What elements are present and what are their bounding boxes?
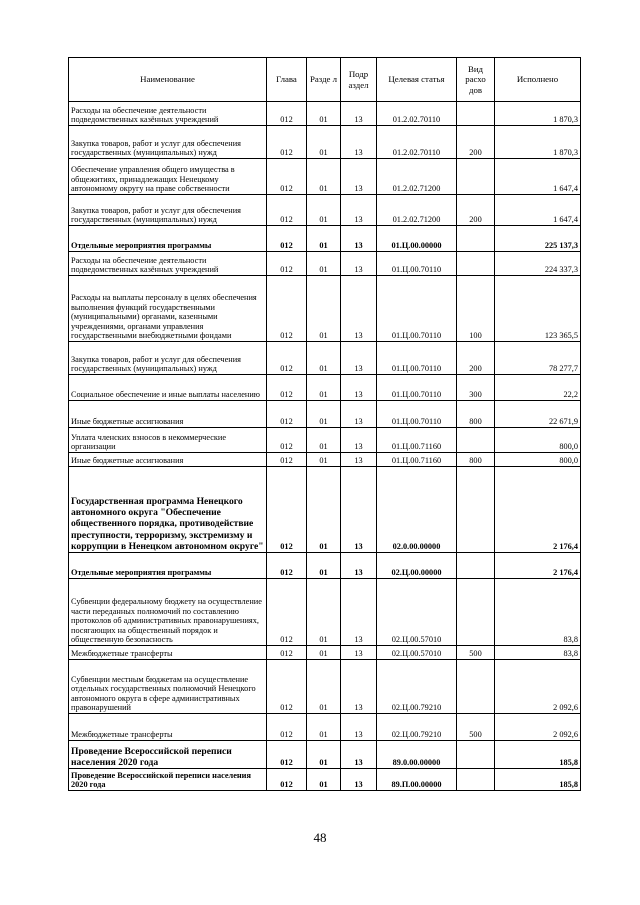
table-row: [69, 276, 581, 342]
cell-name: Проведение Всероссийской переписи населения 2020 года: [69, 741, 267, 769]
cell-razdel: 01: [307, 342, 341, 375]
cell-glava: 012: [267, 226, 307, 252]
cell-done: 2 176,4: [495, 553, 581, 579]
cell-done: 2 176,4: [495, 467, 581, 553]
cell-target: 01.Ц.00.70110: [377, 276, 457, 342]
cell-glava: 012: [267, 579, 307, 646]
cell-vid: [457, 159, 495, 195]
cell-vid: [457, 102, 495, 126]
table-row: [69, 646, 581, 660]
cell-name: Иные бюджетные ассигнования: [69, 453, 267, 467]
cell-name: Расходы на обеспечение деятельности подведомственных казённых учреждений: [69, 252, 267, 276]
cell-glava: 012: [267, 741, 307, 769]
table-row: [69, 453, 581, 467]
cell-name: Отдельные мероприятия программы: [69, 226, 267, 252]
table-row: [69, 401, 581, 428]
cell-done: 185,8: [495, 769, 581, 791]
table-body: [69, 102, 581, 791]
cell-vid: 800: [457, 453, 495, 467]
cell-name: Межбюджетные трансферты: [69, 646, 267, 660]
cell-target: 01.Ц.00.70110: [377, 342, 457, 375]
cell-podrazdel: 13: [341, 714, 377, 741]
cell-done: 2 092,6: [495, 660, 581, 714]
cell-done: 123 365,5: [495, 276, 581, 342]
cell-razdel: 01: [307, 553, 341, 579]
cell-podrazdel: 13: [341, 428, 377, 453]
cell-vid: 200: [457, 126, 495, 159]
cell-razdel: 01: [307, 453, 341, 467]
cell-razdel: 01: [307, 195, 341, 226]
cell-razdel: 01: [307, 102, 341, 126]
cell-podrazdel: 13: [341, 102, 377, 126]
cell-podrazdel: 13: [341, 342, 377, 375]
cell-razdel: 01: [307, 579, 341, 646]
cell-podrazdel: 13: [341, 579, 377, 646]
cell-vid: [457, 579, 495, 646]
cell-podrazdel: 13: [341, 646, 377, 660]
cell-razdel: 01: [307, 252, 341, 276]
header-razdel: Разде л: [307, 58, 341, 102]
table-row: [69, 375, 581, 401]
cell-podrazdel: 13: [341, 276, 377, 342]
cell-name: Обеспечение управления общего имущества в общежитиях, принадлежащих Ненецкому автономному округу на праве собственности: [69, 159, 267, 195]
table-row: [69, 428, 581, 453]
cell-target: 02.Ц.00.00000: [377, 553, 457, 579]
cell-vid: [457, 428, 495, 453]
header-vid: Вид расхо дов: [457, 58, 495, 102]
cell-glava: 012: [267, 428, 307, 453]
cell-vid: 500: [457, 714, 495, 741]
table-row: [69, 226, 581, 252]
cell-glava: 012: [267, 195, 307, 226]
cell-target: 01.2.02.70110: [377, 102, 457, 126]
cell-name: Закупка товаров, работ и услуг для обеспечения государственных (муниципальных) нужд: [69, 195, 267, 226]
cell-name: Субвенции местным бюджетам на осуществление отдельных государственных полномочий Ненецкого автономного округа в сфере административных правонарушений: [69, 660, 267, 714]
cell-done: 1 647,4: [495, 159, 581, 195]
cell-done: 800,0: [495, 428, 581, 453]
cell-done: 225 137,3: [495, 226, 581, 252]
page-number: 48: [313, 830, 327, 845]
cell-done: 22,2: [495, 375, 581, 401]
header-row: [69, 58, 581, 102]
cell-done: 2 092,6: [495, 714, 581, 741]
cell-done: 1 870,3: [495, 126, 581, 159]
cell-target: 01.2.02.71200: [377, 159, 457, 195]
cell-name: Расходы на выплаты персоналу в целях обеспечения выполнения функций государственными (муниципальными) органами, казенными учреждениями, органами управления государственными внебюджетными фондами: [69, 276, 267, 342]
cell-glava: 012: [267, 769, 307, 791]
cell-target: 02.0.00.00000: [377, 467, 457, 553]
cell-podrazdel: 13: [341, 375, 377, 401]
cell-vid: [457, 252, 495, 276]
cell-name: Закупка товаров, работ и услуг для обеспечения государственных (муниципальных) нужд: [69, 342, 267, 375]
cell-vid: 200: [457, 342, 495, 375]
cell-podrazdel: 13: [341, 467, 377, 553]
table-row: [69, 660, 581, 714]
cell-podrazdel: 13: [341, 769, 377, 791]
cell-razdel: 01: [307, 126, 341, 159]
header-glava: Глава: [267, 58, 307, 102]
cell-done: 1 870,3: [495, 102, 581, 126]
cell-target: 01.2.02.70110: [377, 126, 457, 159]
cell-razdel: 01: [307, 741, 341, 769]
cell-done: 78 277,7: [495, 342, 581, 375]
header-podrazdel: Подр аздел: [341, 58, 377, 102]
cell-name: Расходы на обеспечение деятельности подведомственных казённых учреждений: [69, 102, 267, 126]
cell-target: 02.Ц.00.79210: [377, 714, 457, 741]
cell-glava: 012: [267, 467, 307, 553]
table-row: [69, 159, 581, 195]
cell-target: 89.0.00.00000: [377, 741, 457, 769]
cell-target: 02.Ц.00.57010: [377, 646, 457, 660]
cell-vid: 100: [457, 276, 495, 342]
cell-glava: 012: [267, 252, 307, 276]
cell-vid: 200: [457, 195, 495, 226]
cell-podrazdel: 13: [341, 553, 377, 579]
cell-vid: 300: [457, 375, 495, 401]
cell-name: Межбюджетные трансферты: [69, 714, 267, 741]
cell-target: 01.Ц.00.71160: [377, 453, 457, 467]
cell-done: 83,8: [495, 579, 581, 646]
table-row: [69, 252, 581, 276]
cell-name: Субвенции федеральному бюджету на осуществление части переданных полномочий по составлению протоколов об административных правонарушениях, посягающих на общественный порядок и общественную безопасность: [69, 579, 267, 646]
cell-podrazdel: 13: [341, 401, 377, 428]
cell-done: 1 647,4: [495, 195, 581, 226]
header-done: Исполнено: [495, 58, 581, 102]
cell-glava: 012: [267, 714, 307, 741]
table-row: [69, 126, 581, 159]
table-row: [69, 467, 581, 553]
table-row: [69, 769, 581, 791]
table-row: [69, 195, 581, 226]
cell-razdel: 01: [307, 660, 341, 714]
cell-name: Иные бюджетные ассигнования: [69, 401, 267, 428]
table-row: [69, 553, 581, 579]
cell-podrazdel: 13: [341, 195, 377, 226]
header-name: Наименование: [69, 58, 267, 102]
cell-glava: 012: [267, 453, 307, 467]
cell-done: 22 671,9: [495, 401, 581, 428]
cell-razdel: 01: [307, 467, 341, 553]
cell-razdel: 01: [307, 769, 341, 791]
cell-podrazdel: 13: [341, 660, 377, 714]
cell-name: Государственная программа Ненецкого автономного округа "Обеспечение общественного порядка, противодействие преступности, терроризму, экстремизму и коррупции в Ненецком автономном округе": [69, 467, 267, 553]
header-target: Целевая статья: [377, 58, 457, 102]
cell-podrazdel: 13: [341, 252, 377, 276]
cell-name: Отдельные мероприятия программы: [69, 553, 267, 579]
cell-target: 01.Ц.00.70110: [377, 401, 457, 428]
cell-glava: 012: [267, 159, 307, 195]
cell-podrazdel: 13: [341, 159, 377, 195]
cell-name: Закупка товаров, работ и услуг для обеспечения государственных (муниципальных) нужд: [69, 126, 267, 159]
cell-vid: 500: [457, 646, 495, 660]
cell-glava: 012: [267, 401, 307, 428]
cell-razdel: 01: [307, 226, 341, 252]
cell-target: 01.2.02.71200: [377, 195, 457, 226]
cell-glava: 012: [267, 276, 307, 342]
cell-vid: [457, 769, 495, 791]
cell-target: 89.П.00.00000: [377, 769, 457, 791]
cell-name: Уплата членских взносов в некоммерческие организации: [69, 428, 267, 453]
cell-razdel: 01: [307, 428, 341, 453]
cell-target: 02.Ц.00.57010: [377, 579, 457, 646]
cell-podrazdel: 13: [341, 126, 377, 159]
cell-glava: 012: [267, 375, 307, 401]
cell-name: Проведение Всероссийской переписи населения 2020 года: [69, 769, 267, 791]
cell-glava: 012: [267, 126, 307, 159]
cell-done: 224 337,3: [495, 252, 581, 276]
cell-target: 01.Ц.00.70110: [377, 252, 457, 276]
cell-vid: [457, 467, 495, 553]
budget-table: [68, 57, 581, 791]
cell-glava: 012: [267, 660, 307, 714]
cell-name: Социальное обеспечение и иные выплаты населению: [69, 375, 267, 401]
cell-target: 01.Ц.00.71160: [377, 428, 457, 453]
cell-done: 800,0: [495, 453, 581, 467]
cell-done: 83,8: [495, 646, 581, 660]
cell-vid: [457, 226, 495, 252]
cell-glava: 012: [267, 102, 307, 126]
cell-razdel: 01: [307, 646, 341, 660]
cell-glava: 012: [267, 646, 307, 660]
cell-razdel: 01: [307, 714, 341, 741]
cell-podrazdel: 13: [341, 741, 377, 769]
cell-target: 02.Ц.00.79210: [377, 660, 457, 714]
cell-vid: [457, 660, 495, 714]
cell-podrazdel: 13: [341, 453, 377, 467]
cell-vid: [457, 741, 495, 769]
cell-glava: 012: [267, 553, 307, 579]
cell-done: 185,8: [495, 741, 581, 769]
cell-razdel: 01: [307, 276, 341, 342]
cell-glava: 012: [267, 342, 307, 375]
cell-target: 01.Ц.00.70110: [377, 375, 457, 401]
table-row: [69, 741, 581, 769]
cell-razdel: 01: [307, 159, 341, 195]
cell-vid: 800: [457, 401, 495, 428]
cell-razdel: 01: [307, 401, 341, 428]
cell-podrazdel: 13: [341, 226, 377, 252]
cell-razdel: 01: [307, 375, 341, 401]
table-row: [69, 714, 581, 741]
cell-vid: [457, 553, 495, 579]
table-row: [69, 579, 581, 646]
cell-target: 01.Ц.00.00000: [377, 226, 457, 252]
table-row: [69, 102, 581, 126]
table-row: [69, 342, 581, 375]
